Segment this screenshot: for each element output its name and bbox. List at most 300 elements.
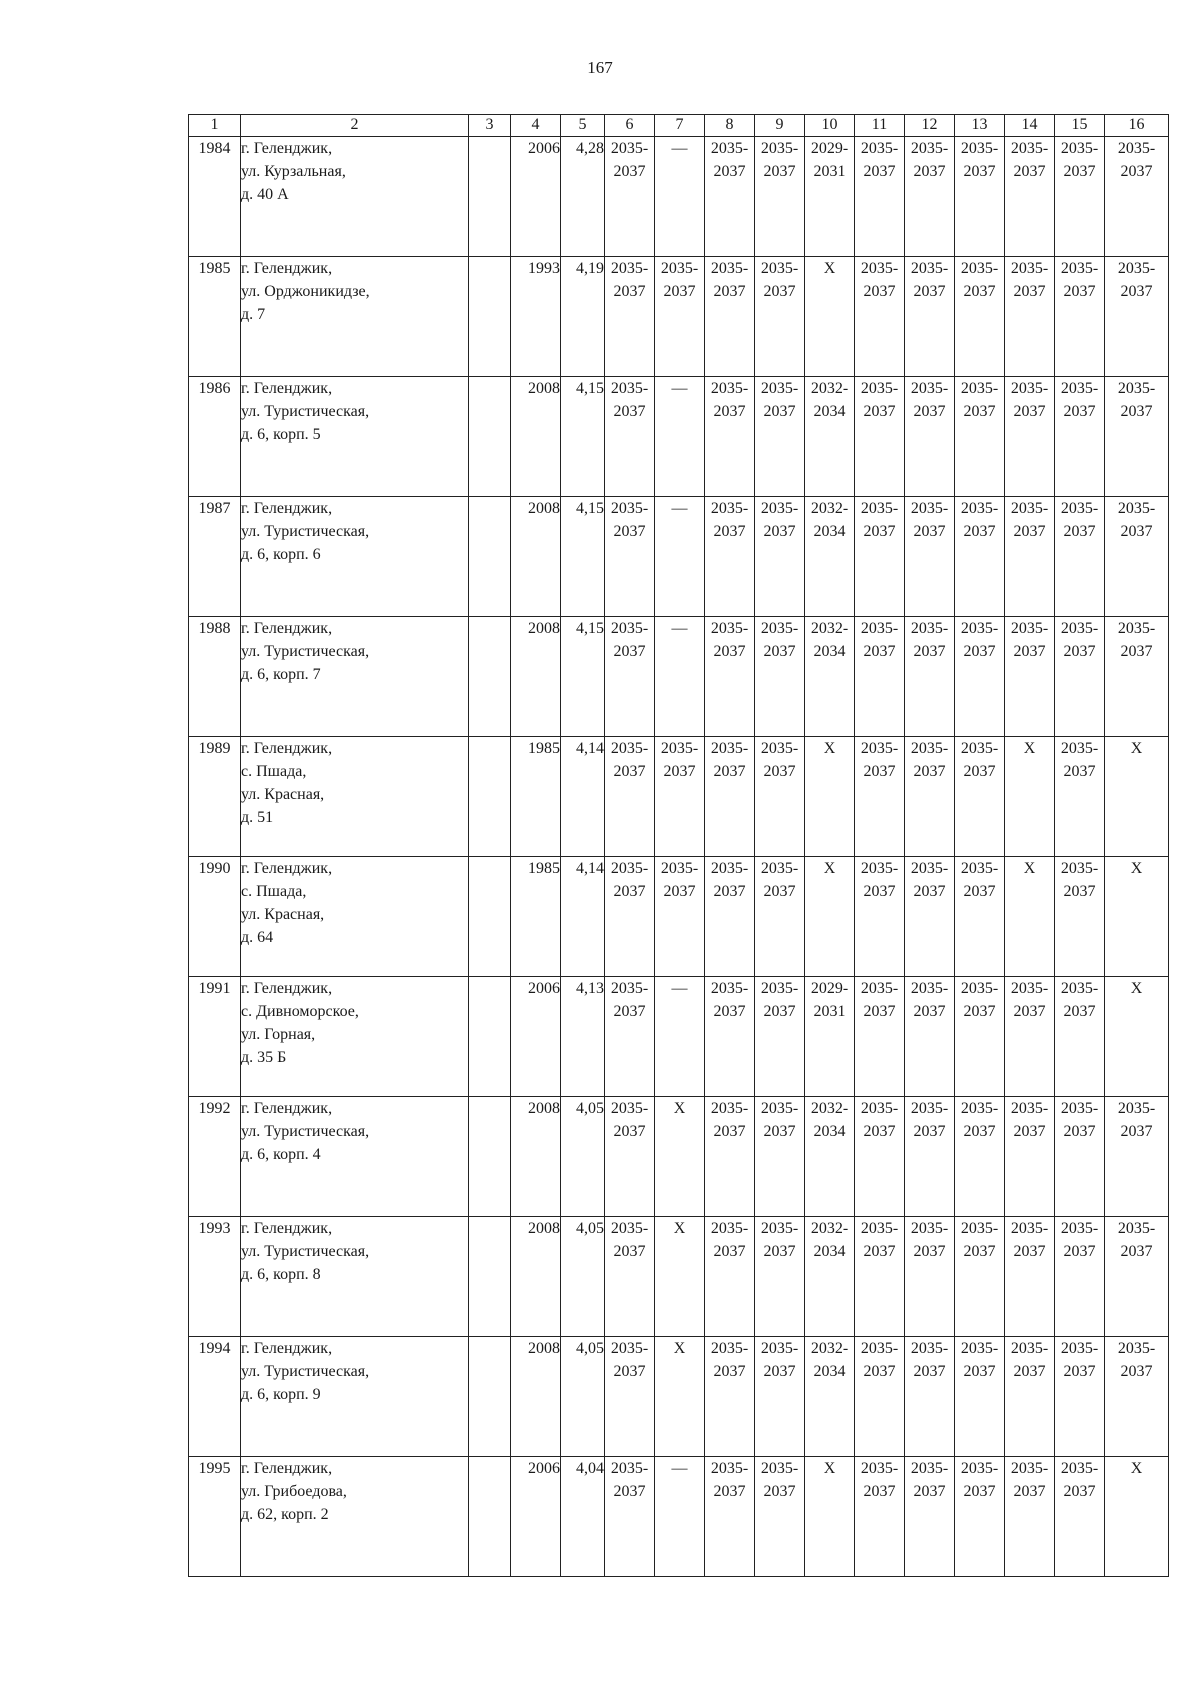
period-line: 2037 — [863, 1003, 896, 1020]
period-line: 2035- — [1060, 620, 1099, 637]
address-line: ул. Туристическая, — [241, 643, 370, 660]
period-cell — [755, 1097, 805, 1217]
period-line: 2035- — [710, 380, 749, 397]
period-line: 2037 — [763, 883, 796, 900]
period-cell — [705, 137, 755, 257]
commission-year-cell: 2008 — [511, 497, 561, 617]
table-row — [189, 497, 1169, 617]
period-line: 2035- — [960, 1460, 999, 1477]
address-line: д. 35 Б — [241, 1049, 287, 1066]
period-line: 2035- — [1010, 500, 1049, 517]
address-line: ул. Грибоедова, — [241, 1483, 347, 1500]
period-line: X — [1130, 980, 1143, 997]
period-line: 2037 — [1063, 883, 1096, 900]
period-line: 2035- — [710, 860, 749, 877]
period-line: 2037 — [863, 763, 896, 780]
area-cell: 4,15 — [561, 377, 605, 497]
column-number: 3 — [469, 115, 511, 137]
column-number: 15 — [1055, 115, 1105, 137]
period-line: 2035- — [760, 980, 799, 997]
period-line: 2037 — [1013, 643, 1046, 660]
address-cell — [241, 977, 469, 1097]
period-line: 2031 — [813, 163, 846, 180]
period-cell — [905, 737, 955, 857]
period-cell — [655, 857, 705, 977]
period-cell — [1105, 617, 1169, 737]
period-cell — [755, 1217, 805, 1337]
period-line: 2037 — [913, 1483, 946, 1500]
period-cell — [605, 1097, 655, 1217]
period-line: 2037 — [613, 1483, 646, 1500]
period-line: 2037 — [1013, 283, 1046, 300]
address-line: д. 7 — [241, 306, 266, 323]
period-cell — [855, 1097, 905, 1217]
period-line: 2037 — [763, 1243, 796, 1260]
address-cell — [241, 737, 469, 857]
period-line: 2034 — [813, 1363, 846, 1380]
period-line: 2037 — [663, 763, 696, 780]
period-cell — [1105, 1337, 1169, 1457]
address-cell — [241, 257, 469, 377]
period-line: 2037 — [1120, 1243, 1153, 1260]
row-number: 1991 — [189, 977, 241, 1097]
period-cell — [1055, 1217, 1105, 1337]
period-line: 2032- — [810, 1100, 849, 1117]
period-line: 2035- — [710, 1220, 749, 1237]
address-line: ул. Туристическая, — [241, 1123, 370, 1140]
address-cell — [241, 1337, 469, 1457]
period-line: — — [671, 500, 688, 517]
period-line: 2035- — [1010, 620, 1049, 637]
period-line: 2037 — [1013, 1363, 1046, 1380]
period-line: 2034 — [813, 523, 846, 540]
period-line: 2035- — [860, 260, 899, 277]
period-line: X — [823, 860, 836, 877]
period-line: 2035- — [610, 1220, 649, 1237]
column-number: 7 — [655, 115, 705, 137]
period-line: 2035- — [710, 1340, 749, 1357]
column-number: 13 — [955, 115, 1005, 137]
period-line: 2037 — [913, 1363, 946, 1380]
period-line: 2037 — [1063, 1243, 1096, 1260]
period-line: 2035- — [1117, 1340, 1156, 1357]
period-line: 2035- — [910, 260, 949, 277]
area-cell: 4,19 — [561, 257, 605, 377]
period-line: 2037 — [963, 763, 996, 780]
period-cell — [605, 977, 655, 1097]
period-line: 2029- — [810, 140, 849, 157]
period-line: 2037 — [713, 763, 746, 780]
period-line: 2037 — [913, 523, 946, 540]
page-number: 167 — [587, 58, 613, 77]
period-cell — [905, 617, 955, 737]
address-cell — [241, 497, 469, 617]
period-line: 2037 — [663, 283, 696, 300]
column-3-cell — [469, 257, 511, 377]
period-line: 2037 — [713, 403, 746, 420]
period-cell — [1005, 1217, 1055, 1337]
period-line: 2037 — [1063, 1123, 1096, 1140]
column-3-cell — [469, 1337, 511, 1457]
period-line: 2037 — [1063, 763, 1096, 780]
period-line: 2035- — [960, 500, 999, 517]
commission-year-cell: 1985 — [511, 857, 561, 977]
period-line: 2037 — [913, 1003, 946, 1020]
period-line: 2035- — [760, 500, 799, 517]
column-number: 9 — [755, 115, 805, 137]
column-number: 11 — [855, 115, 905, 137]
period-line: 2037 — [763, 763, 796, 780]
period-line: 2037 — [613, 1363, 646, 1380]
period-line: 2035- — [760, 1340, 799, 1357]
period-line: 2035- — [1060, 740, 1099, 757]
column-3-cell — [469, 137, 511, 257]
period-cell — [805, 1217, 855, 1337]
period-line: 2037 — [1063, 403, 1096, 420]
period-line: 2035- — [610, 1340, 649, 1357]
period-line: 2035- — [760, 1100, 799, 1117]
period-cell — [1005, 1457, 1055, 1577]
period-line: X — [823, 740, 836, 757]
period-line: 2035- — [1060, 1460, 1099, 1477]
column-number: 14 — [1005, 115, 1055, 137]
address-line: с. Пшада, — [241, 883, 307, 900]
period-line: X — [823, 1460, 836, 1477]
address-line: д. 64 — [241, 929, 274, 946]
period-cell — [905, 857, 955, 977]
period-cell — [655, 137, 705, 257]
address-line: г. Геленджик, — [241, 260, 333, 277]
period-line: 2037 — [913, 163, 946, 180]
address-line: ул. Туристическая, — [241, 403, 370, 420]
period-line: 2037 — [1063, 163, 1096, 180]
table-row — [189, 1337, 1169, 1457]
period-line: 2037 — [863, 1243, 896, 1260]
address-line: ул. Красная, — [241, 786, 325, 803]
period-line: 2035- — [860, 860, 899, 877]
period-cell — [705, 977, 755, 1097]
period-line: 2037 — [913, 1123, 946, 1140]
period-cell — [1105, 497, 1169, 617]
period-line: X — [1130, 1460, 1143, 1477]
address-line: д. 62, корп. 2 — [241, 1506, 329, 1523]
period-cell — [955, 137, 1005, 257]
period-cell — [1105, 977, 1169, 1097]
period-line: 2037 — [1120, 283, 1153, 300]
commission-year-cell: 2008 — [511, 617, 561, 737]
period-line: 2037 — [713, 163, 746, 180]
period-line: 2035- — [860, 620, 899, 637]
period-line: 2035- — [960, 140, 999, 157]
row-number: 1986 — [189, 377, 241, 497]
period-line: 2035- — [1060, 1100, 1099, 1117]
table-row — [189, 737, 1169, 857]
table-row — [189, 857, 1169, 977]
address-line: с. Дивноморское, — [241, 1003, 359, 1020]
period-cell — [855, 1457, 905, 1577]
period-line: 2031 — [813, 1003, 846, 1020]
area-cell: 4,05 — [561, 1217, 605, 1337]
column-3-cell — [469, 1097, 511, 1217]
period-line: 2035- — [710, 260, 749, 277]
period-line: — — [671, 980, 688, 997]
period-line: X — [1130, 740, 1143, 757]
period-line: X — [1023, 860, 1036, 877]
period-line: 2037 — [863, 403, 896, 420]
period-line: 2037 — [913, 403, 946, 420]
period-line: 2034 — [813, 1243, 846, 1260]
period-cell — [655, 1097, 705, 1217]
row-number: 1987 — [189, 497, 241, 617]
period-cell — [655, 1457, 705, 1577]
period-line: 2037 — [713, 283, 746, 300]
period-line: 2035- — [610, 140, 649, 157]
period-line: 2035- — [1117, 260, 1156, 277]
period-line: 2037 — [1013, 1003, 1046, 1020]
period-cell — [655, 257, 705, 377]
period-cell — [855, 857, 905, 977]
period-cell — [1005, 617, 1055, 737]
period-line: 2037 — [863, 643, 896, 660]
period-line: X — [1130, 860, 1143, 877]
period-line: 2035- — [960, 980, 999, 997]
column-3-cell — [469, 1457, 511, 1577]
period-line: 2037 — [1120, 643, 1153, 660]
period-line: 2035- — [1060, 860, 1099, 877]
period-line: 2037 — [713, 523, 746, 540]
period-line: 2035- — [960, 1220, 999, 1237]
period-line: 2037 — [1013, 1483, 1046, 1500]
period-line: 2037 — [863, 1123, 896, 1140]
column-3-cell — [469, 737, 511, 857]
period-line: 2037 — [763, 523, 796, 540]
row-number: 1984 — [189, 137, 241, 257]
period-line: 2035- — [910, 1460, 949, 1477]
period-cell — [655, 737, 705, 857]
period-cell — [1005, 377, 1055, 497]
period-cell — [855, 137, 905, 257]
period-line: X — [673, 1340, 686, 1357]
period-line: 2032- — [810, 1220, 849, 1237]
period-cell — [1055, 1457, 1105, 1577]
period-cell — [655, 977, 705, 1097]
period-cell — [1105, 737, 1169, 857]
period-cell — [705, 857, 755, 977]
period-line: 2035- — [710, 1100, 749, 1117]
period-cell — [805, 497, 855, 617]
commission-year-cell: 2008 — [511, 377, 561, 497]
period-line: 2034 — [813, 403, 846, 420]
period-line: 2037 — [963, 643, 996, 660]
area-cell: 4,15 — [561, 617, 605, 737]
period-line: 2035- — [1060, 980, 1099, 997]
period-cell — [705, 1337, 755, 1457]
period-line: 2035- — [1010, 980, 1049, 997]
row-number: 1985 — [189, 257, 241, 377]
period-line: 2037 — [963, 883, 996, 900]
address-cell — [241, 1217, 469, 1337]
address-line: г. Геленджик, — [241, 500, 333, 517]
area-cell: 4,28 — [561, 137, 605, 257]
period-cell — [605, 257, 655, 377]
column-number: 16 — [1105, 115, 1169, 137]
period-cell — [605, 737, 655, 857]
period-cell — [805, 257, 855, 377]
period-line: 2032- — [810, 620, 849, 637]
period-cell — [905, 497, 955, 617]
period-line: 2035- — [1117, 1220, 1156, 1237]
address-line: г. Геленджик, — [241, 860, 333, 877]
table-row — [189, 1217, 1169, 1337]
address-line: г. Геленджик, — [241, 620, 333, 637]
table-row — [189, 1457, 1169, 1577]
period-cell — [755, 257, 805, 377]
address-line: г. Геленджик, — [241, 1100, 333, 1117]
period-line: 2035- — [1060, 380, 1099, 397]
period-cell — [705, 617, 755, 737]
period-cell — [905, 1097, 955, 1217]
period-line: 2037 — [613, 163, 646, 180]
period-line: 2035- — [710, 740, 749, 757]
period-line: 2035- — [1060, 1340, 1099, 1357]
period-cell — [955, 737, 1005, 857]
address-line: ул. Туристическая, — [241, 523, 370, 540]
period-cell — [905, 1337, 955, 1457]
housing-register-table — [188, 114, 1169, 1577]
period-line: 2035- — [860, 1100, 899, 1117]
period-cell — [805, 1097, 855, 1217]
period-cell — [755, 977, 805, 1097]
period-line: 2035- — [610, 740, 649, 757]
period-line: 2037 — [613, 403, 646, 420]
period-cell — [855, 737, 905, 857]
period-cell — [1005, 857, 1055, 977]
period-line: 2037 — [1013, 1123, 1046, 1140]
period-line: 2035- — [910, 980, 949, 997]
period-cell — [955, 1217, 1005, 1337]
period-line: 2037 — [763, 1123, 796, 1140]
period-line: 2035- — [860, 500, 899, 517]
column-3-cell — [469, 497, 511, 617]
address-line: г. Геленджик, — [241, 1340, 333, 1357]
commission-year-cell: 2008 — [511, 1217, 561, 1337]
period-line: 2037 — [613, 1243, 646, 1260]
period-line: 2037 — [763, 643, 796, 660]
period-cell — [755, 497, 805, 617]
commission-year-cell: 2006 — [511, 1457, 561, 1577]
column-3-cell — [469, 857, 511, 977]
period-cell — [855, 377, 905, 497]
period-line: X — [1023, 740, 1036, 757]
period-line: 2035- — [1117, 1100, 1156, 1117]
period-line: 2037 — [763, 283, 796, 300]
period-line: X — [673, 1100, 686, 1117]
period-cell — [955, 497, 1005, 617]
column-3-cell — [469, 1217, 511, 1337]
period-line: 2035- — [860, 740, 899, 757]
period-line: 2037 — [713, 1123, 746, 1140]
period-line: 2035- — [1117, 620, 1156, 637]
period-line: 2035- — [710, 140, 749, 157]
period-cell — [605, 377, 655, 497]
period-line: 2035- — [1010, 260, 1049, 277]
period-line: 2037 — [1013, 523, 1046, 540]
period-cell — [605, 497, 655, 617]
period-line: 2035- — [710, 1460, 749, 1477]
period-cell — [955, 1457, 1005, 1577]
period-line: 2037 — [1120, 1363, 1153, 1380]
period-line: 2037 — [763, 1483, 796, 1500]
period-cell — [1105, 377, 1169, 497]
area-cell: 4,14 — [561, 857, 605, 977]
period-line: 2035- — [1010, 380, 1049, 397]
period-line: 2037 — [963, 163, 996, 180]
period-line: 2035- — [710, 980, 749, 997]
address-line: д. 6, корп. 8 — [241, 1266, 321, 1283]
column-number: 12 — [905, 115, 955, 137]
period-line: 2035- — [660, 740, 699, 757]
period-line: 2037 — [1063, 1483, 1096, 1500]
period-line: — — [671, 620, 688, 637]
period-line: 2035- — [760, 860, 799, 877]
address-cell — [241, 1457, 469, 1577]
period-line: 2037 — [963, 1243, 996, 1260]
period-line: 2035- — [860, 1460, 899, 1477]
period-line: 2035- — [760, 1460, 799, 1477]
period-cell — [705, 377, 755, 497]
period-cell — [905, 1457, 955, 1577]
period-line: 2037 — [863, 883, 896, 900]
period-line: 2032- — [810, 1340, 849, 1357]
period-line: — — [671, 1460, 688, 1477]
period-line: 2037 — [613, 643, 646, 660]
address-cell — [241, 617, 469, 737]
period-cell — [655, 497, 705, 617]
period-line: 2034 — [813, 643, 846, 660]
period-line: 2035- — [610, 620, 649, 637]
period-cell — [955, 377, 1005, 497]
period-cell — [755, 617, 805, 737]
area-cell: 4,05 — [561, 1337, 605, 1457]
period-line: — — [671, 380, 688, 397]
period-cell — [855, 1217, 905, 1337]
table-row — [189, 137, 1169, 257]
period-cell — [805, 377, 855, 497]
period-line: 2032- — [810, 380, 849, 397]
table-row — [189, 617, 1169, 737]
period-line: 2037 — [713, 1003, 746, 1020]
table-body — [189, 137, 1169, 1577]
period-line: 2035- — [910, 500, 949, 517]
period-line: 2035- — [910, 1340, 949, 1357]
period-cell — [705, 737, 755, 857]
table-header — [189, 115, 1169, 137]
address-line: д. 6, корп. 4 — [241, 1146, 321, 1163]
period-cell — [1105, 137, 1169, 257]
period-line: — — [671, 140, 688, 157]
period-cell — [805, 857, 855, 977]
period-line: 2037 — [763, 1003, 796, 1020]
period-cell — [905, 977, 955, 1097]
period-line: 2037 — [763, 403, 796, 420]
commission-year-cell: 2008 — [511, 1337, 561, 1457]
period-line: 2037 — [913, 1243, 946, 1260]
period-cell — [955, 1097, 1005, 1217]
period-cell — [1105, 1457, 1169, 1577]
column-number: 5 — [561, 115, 605, 137]
period-cell — [955, 857, 1005, 977]
period-line: 2037 — [713, 883, 746, 900]
